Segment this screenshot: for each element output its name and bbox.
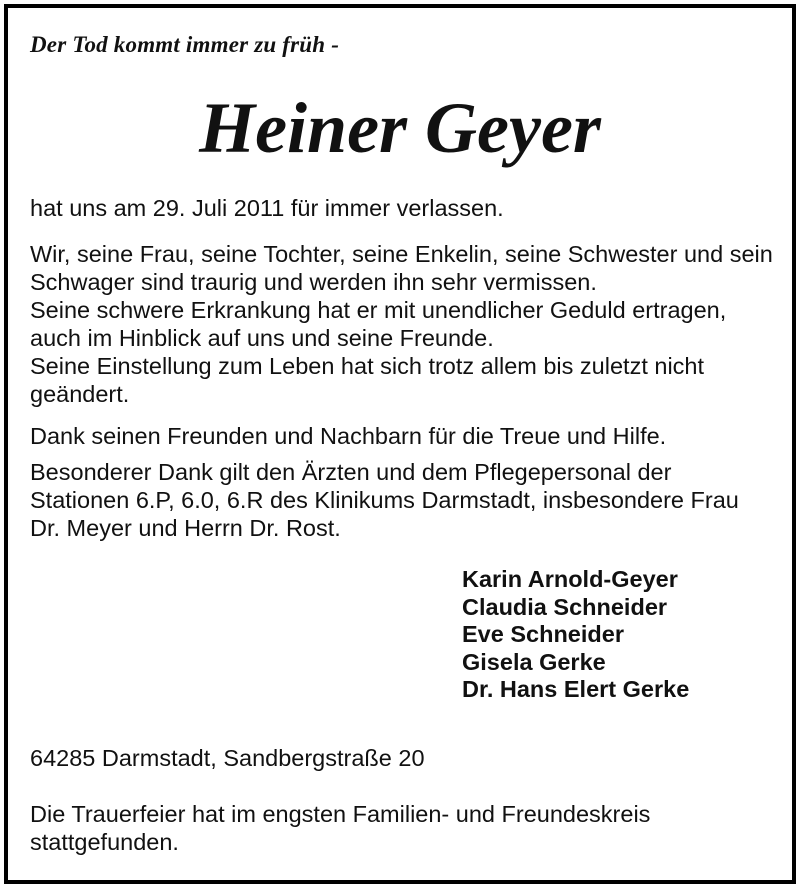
signer-name: Dr. Hans Elert Gerke (462, 676, 690, 702)
family-message (30, 240, 775, 408)
paragraph: Wir, seine Frau, seine Tochter, seine Enkelin, seine Schwester und sein Schwager sind traurig und werden ihn sehr vermissen. (30, 241, 773, 295)
signer-name: Karin Arnold-Geyer (462, 566, 678, 592)
signer-name: Eve Schneider (462, 621, 624, 647)
thanks-neighbours (30, 422, 775, 450)
signer-name: Claudia Schneider (462, 593, 668, 620)
signers-list (462, 566, 689, 704)
address-line: 64285 Darmstadt, Sandbergstraße 20 (30, 745, 425, 771)
obituary-notice (4, 4, 796, 884)
passing-date-text (30, 194, 775, 222)
paragraph: Dank seinen Freunden und Nachbarn für die Treue und Hilfe. (30, 423, 667, 449)
motto: Der Tod kommt immer zu früh - (30, 32, 340, 57)
paragraph: Die Trauerfeier hat im engsten Familien- und Freundeskreis stattgefunden. (30, 801, 651, 855)
thanks-clinic (30, 458, 775, 542)
paragraph: Besonderer Dank gilt den Ärzten und dem Pflegepersonal der Stationen 6.P, 6.0, 6.R des Klinikums Darmstadt, insbesondere Frau Dr. Meyer und Herrn Dr. Rost. (30, 459, 739, 541)
paragraph: Seine Einstellung zum Leben hat sich trotz allem bis zuletzt nicht geändert. (30, 353, 705, 407)
funeral-note (30, 800, 775, 856)
address (30, 744, 775, 772)
deceased-name: Heiner Geyer (199, 88, 601, 168)
signer-name: Gisela Gerke (462, 648, 606, 675)
paragraph: Seine schwere Erkrankung hat er mit unendlicher Geduld ertragen, auch im Hinblick auf uns und seine Freunde. (30, 297, 727, 351)
paragraph: hat uns am 29. Juli 2011 für immer verlassen. (30, 195, 504, 221)
